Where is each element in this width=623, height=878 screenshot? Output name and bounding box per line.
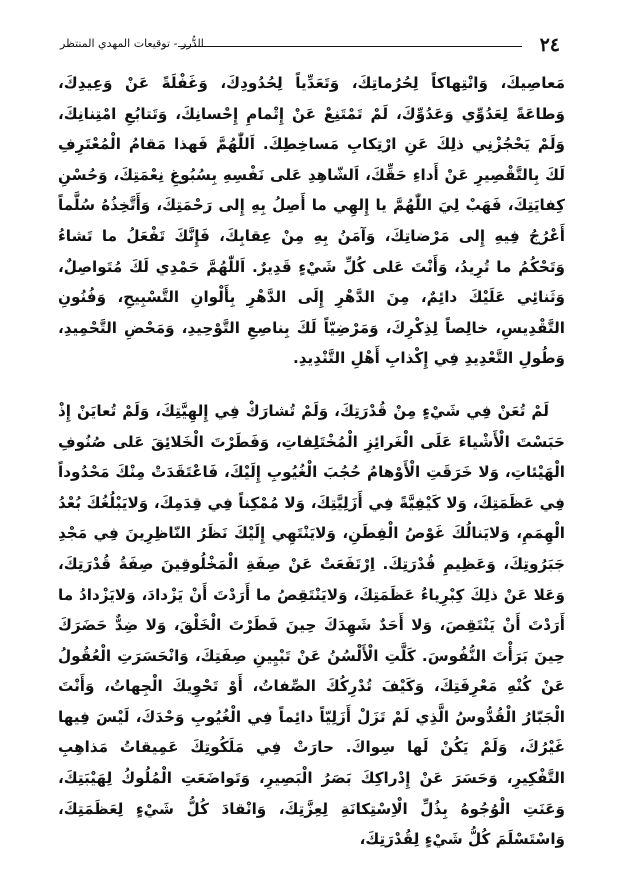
paragraph: مَعاصِيكَ، وَانْتِهاكاً لِحُرُماتِكَ، وَتَعَدِّياً لِحُدُودِكَ، وَغَفْلَةً عَنْ وَعِيدِكَ، وَطاعَةً لِعَدُوِّي وَعَدُوِّكَ، لَمْ تَمْتَنِعْ عَنْ إِتْمامِ إِحْسانِكَ، وَتَتابُعِ امْتِنانِكَ، وَلَمْ يَحْجُزْنِي ذلِكَ عَنِ ارْتِكابِ مَساخِطِكَ. اَللّٰهُمَّ فَهذا مَقامُ الْمُعْتَرِفِ لَكَ بِالتَّقْصِيرِ عَنْ أَداءِ حَقِّكَ، اَلشّاهِدِ عَلى نَفْسِهِ بِسُبُوغِ نِعْمَتِكَ، وَحُسْنِ كِفايَتِكَ، فَهَبْ لِيَ اللّٰهُمَّ يا إِلهِي ما أَصِلُ بِهِ إِلى رَحْمَتِكَ، وَأَتَّخِذُهُ سُلَّماً أَعْرُجُ فِيهِ إِلى مَرْضاتِكَ، وَآمَنُ بِهِ مِنْ عِقابِكَ، فَإِنَّكَ تَفْعَلُ ما تَشاءُ وَتَحْكُمُ ما تُرِيدُ، وَأَنْتَ عَلى كُلِّ شَيْءٍ قَدِيرٌ. اَللّٰهُمَّ حَمْدِي لَكَ مُتَواصِلٌ، وَثَنائِي عَلَيْكَ دائِمٌ، مِنَ الدَّهْرِ إِلَى الدَّهْرِ بِأَلْوانِ التَّسْبِيحِ، وَفُنُونِ التَّقْدِيسِ، خالِصاً لِذِكْرِكَ، وَمَرْضِيّاً لَكَ بِناصِعِ التَّوْحِيدِ، وَمَحْضِ التَّحْمِيدِ، وَطُولِ التَّعْدِيدِ فِي إِكْذابِ أَهْلِ التَّنْدِيدِ. <box>58 74 565 368</box>
header-rule <box>178 46 522 47</box>
running-title: الدُّرر - توقيعات المهدي المنتظر <box>60 37 204 50</box>
body-text <box>58 68 565 855</box>
page-number: ٢٤ <box>539 34 560 56</box>
page-header <box>60 34 560 60</box>
paragraph: لَمْ تُعَنْ فِي شَيْءٍ مِنْ قُدْرَتِكَ، وَلَمْ تُشارَكْ فِي إِلهِيَّتِكَ، وَلَمْ تُعايَنْ إِذْ حَبَسْتَ الْأَشْياءَ عَلَى الْغَرائِزِ الْمُخْتَلِفاتِ، وَفَطَرْتَ الْخَلائِقَ عَلى صُنُوفِ الْهَيْئاتِ، وَلا خَرَقَتِ الْأَوْهامُ حُجُبَ الْغُيُوبِ إِلَيْكَ، فَاعْتَقَدَتْ مِنْكَ مَحْدُوداً فِي عَظَمَتِكَ، وَلا كَيْفِيَّةً فِي أَزَلِيَّتِكَ، وَلا مُمْكِناً فِي قِدَمِكَ، وَلايَبْلُغُكَ بُعْدُ الْهِمَمِ، وَلايَنالُكَ غَوْصُ الْفِطَنِ، وَلايَنْتَهِي إِلَيْكَ نَظَرُ النّاظِرِينَ فِي مَجْدِ جَبَرُوتِكَ، وَعَظِيمِ قُدْرَتِكَ. اِرْتَفَعَتْ عَنْ صِفَةِ الْمَخْلُوقِينَ صِفَةُ قُدْرَتِكَ، وَعَلا عَنْ ذلِكَ كِبْرِياءُ عَظَمَتِكَ، وَلايَنْتَقِصُ ما أَرَدْتَ أَنْ يَزْدادَ، وَلايَزْدادُ ما أَرَدْتَ أَنْ يَنْتَقِصَ، وَلا أَحَدٌ شَهِدَكَ حِينَ فَطَرْتَ الْخَلْقَ، وَلا ضِدٌّ حَضَرَكَ حِينَ بَرَأْتَ النُّفُوسَ. كَلَّتِ الْأَلْسُنُ عَنْ تَبْيِينِ صِفَتِكَ، وَانْحَسَرَتِ الْعُقُولُ عَنْ كُنْهِ مَعْرِفَتِكَ، وَكَيْفَ تُدْرِكُكَ الصِّفاتُ، أَوْ تَحْوِيكَ الْجِهاتُ، وَأَنْتَ الْجَبّارُ الْقُدُّوسُ الَّذِي لَمْ تَزَلْ أَزَلِيّاً دائِماً فِي الْغُيُوبِ وَحْدَكَ، لَيْسَ فِيها غَيْرُكَ، وَلَمْ يَكُنْ لَها سِواكَ. حارَتْ فِي مَلَكُوتِكَ عَمِيقاتُ مَذاهِبِ التَّفْكِيرِ، وَحَسَرَ عَنْ إِدْراكِكَ بَصَرُ الْبَصِيرِ، وَتَواضَعَتِ الْمُلُوكُ لِهَيْبَتِكَ، وَعَنَتِ الْوُجُوهُ بِذُلِّ الْاِسْتِكانَةِ لِعِزَّتِكَ، وَانْقادَ كُلُّ شَيْءٍ لِعَظَمَتِكَ، وَاسْتَسْلَمَ كُلُّ شَيْءٍ لِقُدْرَتِكَ، <box>58 401 565 849</box>
